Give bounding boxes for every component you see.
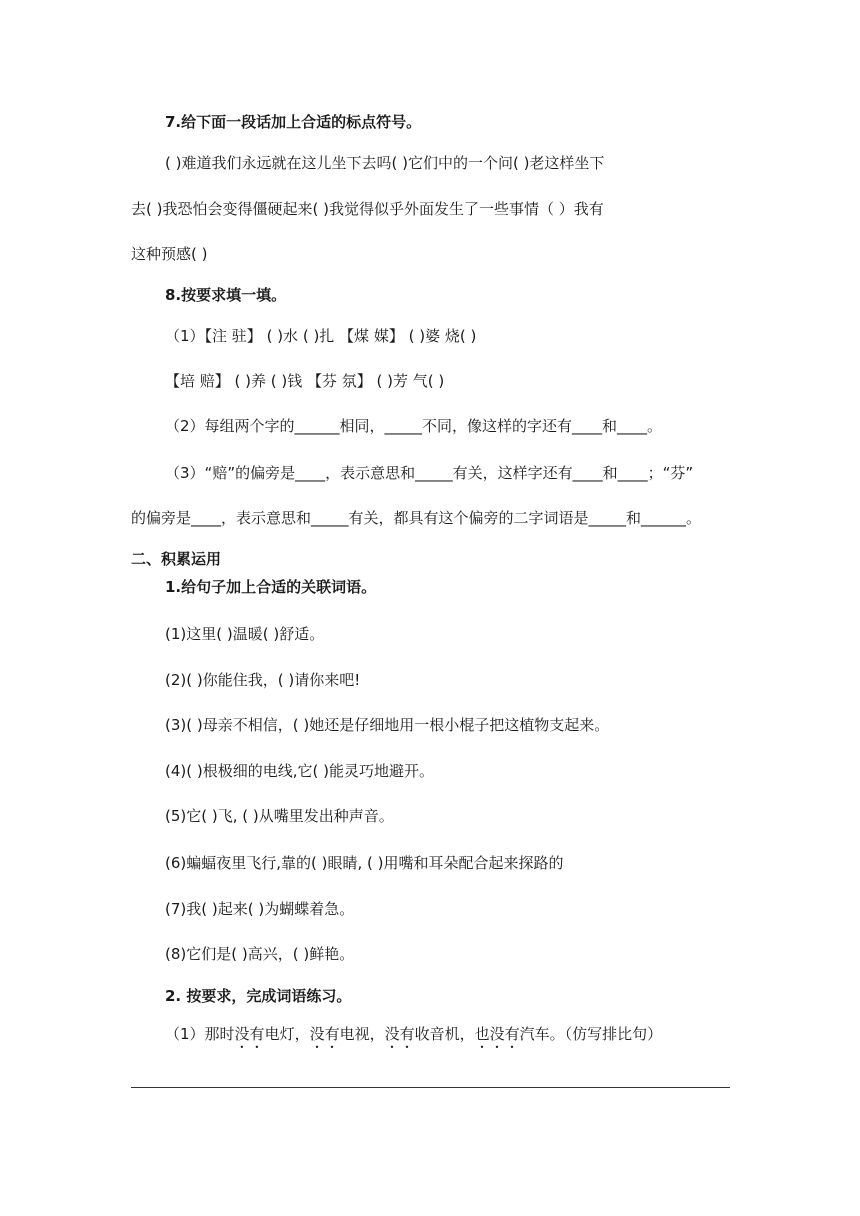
- q8-row-5: 的偏旁是____，表示意思和_____有关，都具有这个偏旁的二字词语是_____和______。: [131, 509, 702, 527]
- q2-text: 汽车。（仿写排比句）: [519, 1025, 663, 1043]
- q8-row-2: 【培 赔】 ( )养 ( )钱 【芬 氛】 ( )芳 气( ): [165, 372, 445, 390]
- q2-text: 收音机，: [414, 1025, 475, 1043]
- list-item: (8)它们是( )高兴，( )鲜艳。: [165, 945, 355, 963]
- q2-text: （1）那时: [165, 1025, 235, 1043]
- footer-divider: [131, 1087, 730, 1088]
- emphasis-text: 没有: [384, 1025, 415, 1043]
- emphasis-text: 没有: [309, 1025, 340, 1043]
- q1-title: 1.给句子加上合适的关联词语。: [165, 578, 377, 596]
- section-2-heading: 二、积累运用: [131, 550, 222, 568]
- q7-line-1: ( )难道我们永远就在这儿坐下去吗( )它们中的一个问( )老这样坐下: [165, 154, 605, 172]
- list-item: (5)它( )飞, ( )从嘴里发出种声音。: [165, 807, 394, 825]
- q8-row-1: （1）【注 驻】 ( )水 ( )扎 【煤 媒】 ( )婆 烧( ): [165, 327, 477, 345]
- q2-line-1: [165, 1024, 662, 1052]
- list-item: (6)蝙蝠夜里飞行,靠的( )眼睛, ( )用嘴和耳朵配合起来探路的: [165, 854, 564, 872]
- list-item: (7)我( )起来( )为蝴蝶着急。: [165, 900, 355, 918]
- q2-title: 2. 按要求，完成词语练习。: [165, 987, 352, 1005]
- q7-title: 7.给下面一段话加上合适的标点符号。: [165, 113, 422, 131]
- q2-text: 电灯，: [264, 1025, 310, 1043]
- list-item: (1)这里( )温暖( )舒适。: [165, 625, 325, 643]
- q7-line-3: 这种预感( ): [131, 245, 208, 263]
- list-item: (3)( )母亲不相信，( )她还是仔细地用一根小棍子把这植物支起来。: [165, 716, 610, 734]
- q8-row-3: （2）每组两个字的______相同，_____不同，像这样的字还有____和____。: [165, 417, 663, 435]
- q8-row-4: （3）“赔”的偏旁是____，表示意思和_____有关，这样字还有____和____；“芬”: [165, 464, 694, 482]
- q2-text: 电视，: [339, 1025, 385, 1043]
- list-item: (4)( )根极细的电线,它( )能灵巧地避开。: [165, 762, 434, 780]
- q8-title: 8.按要求填一填。: [165, 286, 287, 304]
- list-item: (2)( )你能住我，( )请你来吧!: [165, 671, 361, 689]
- emphasis-text: 没有: [234, 1025, 265, 1043]
- q7-line-2: 去( )我恐怕会变得僵硬起来( )我觉得似乎外面发生了一些事情（ ）我有: [131, 200, 604, 218]
- emphasis-text: 也没有: [474, 1025, 520, 1043]
